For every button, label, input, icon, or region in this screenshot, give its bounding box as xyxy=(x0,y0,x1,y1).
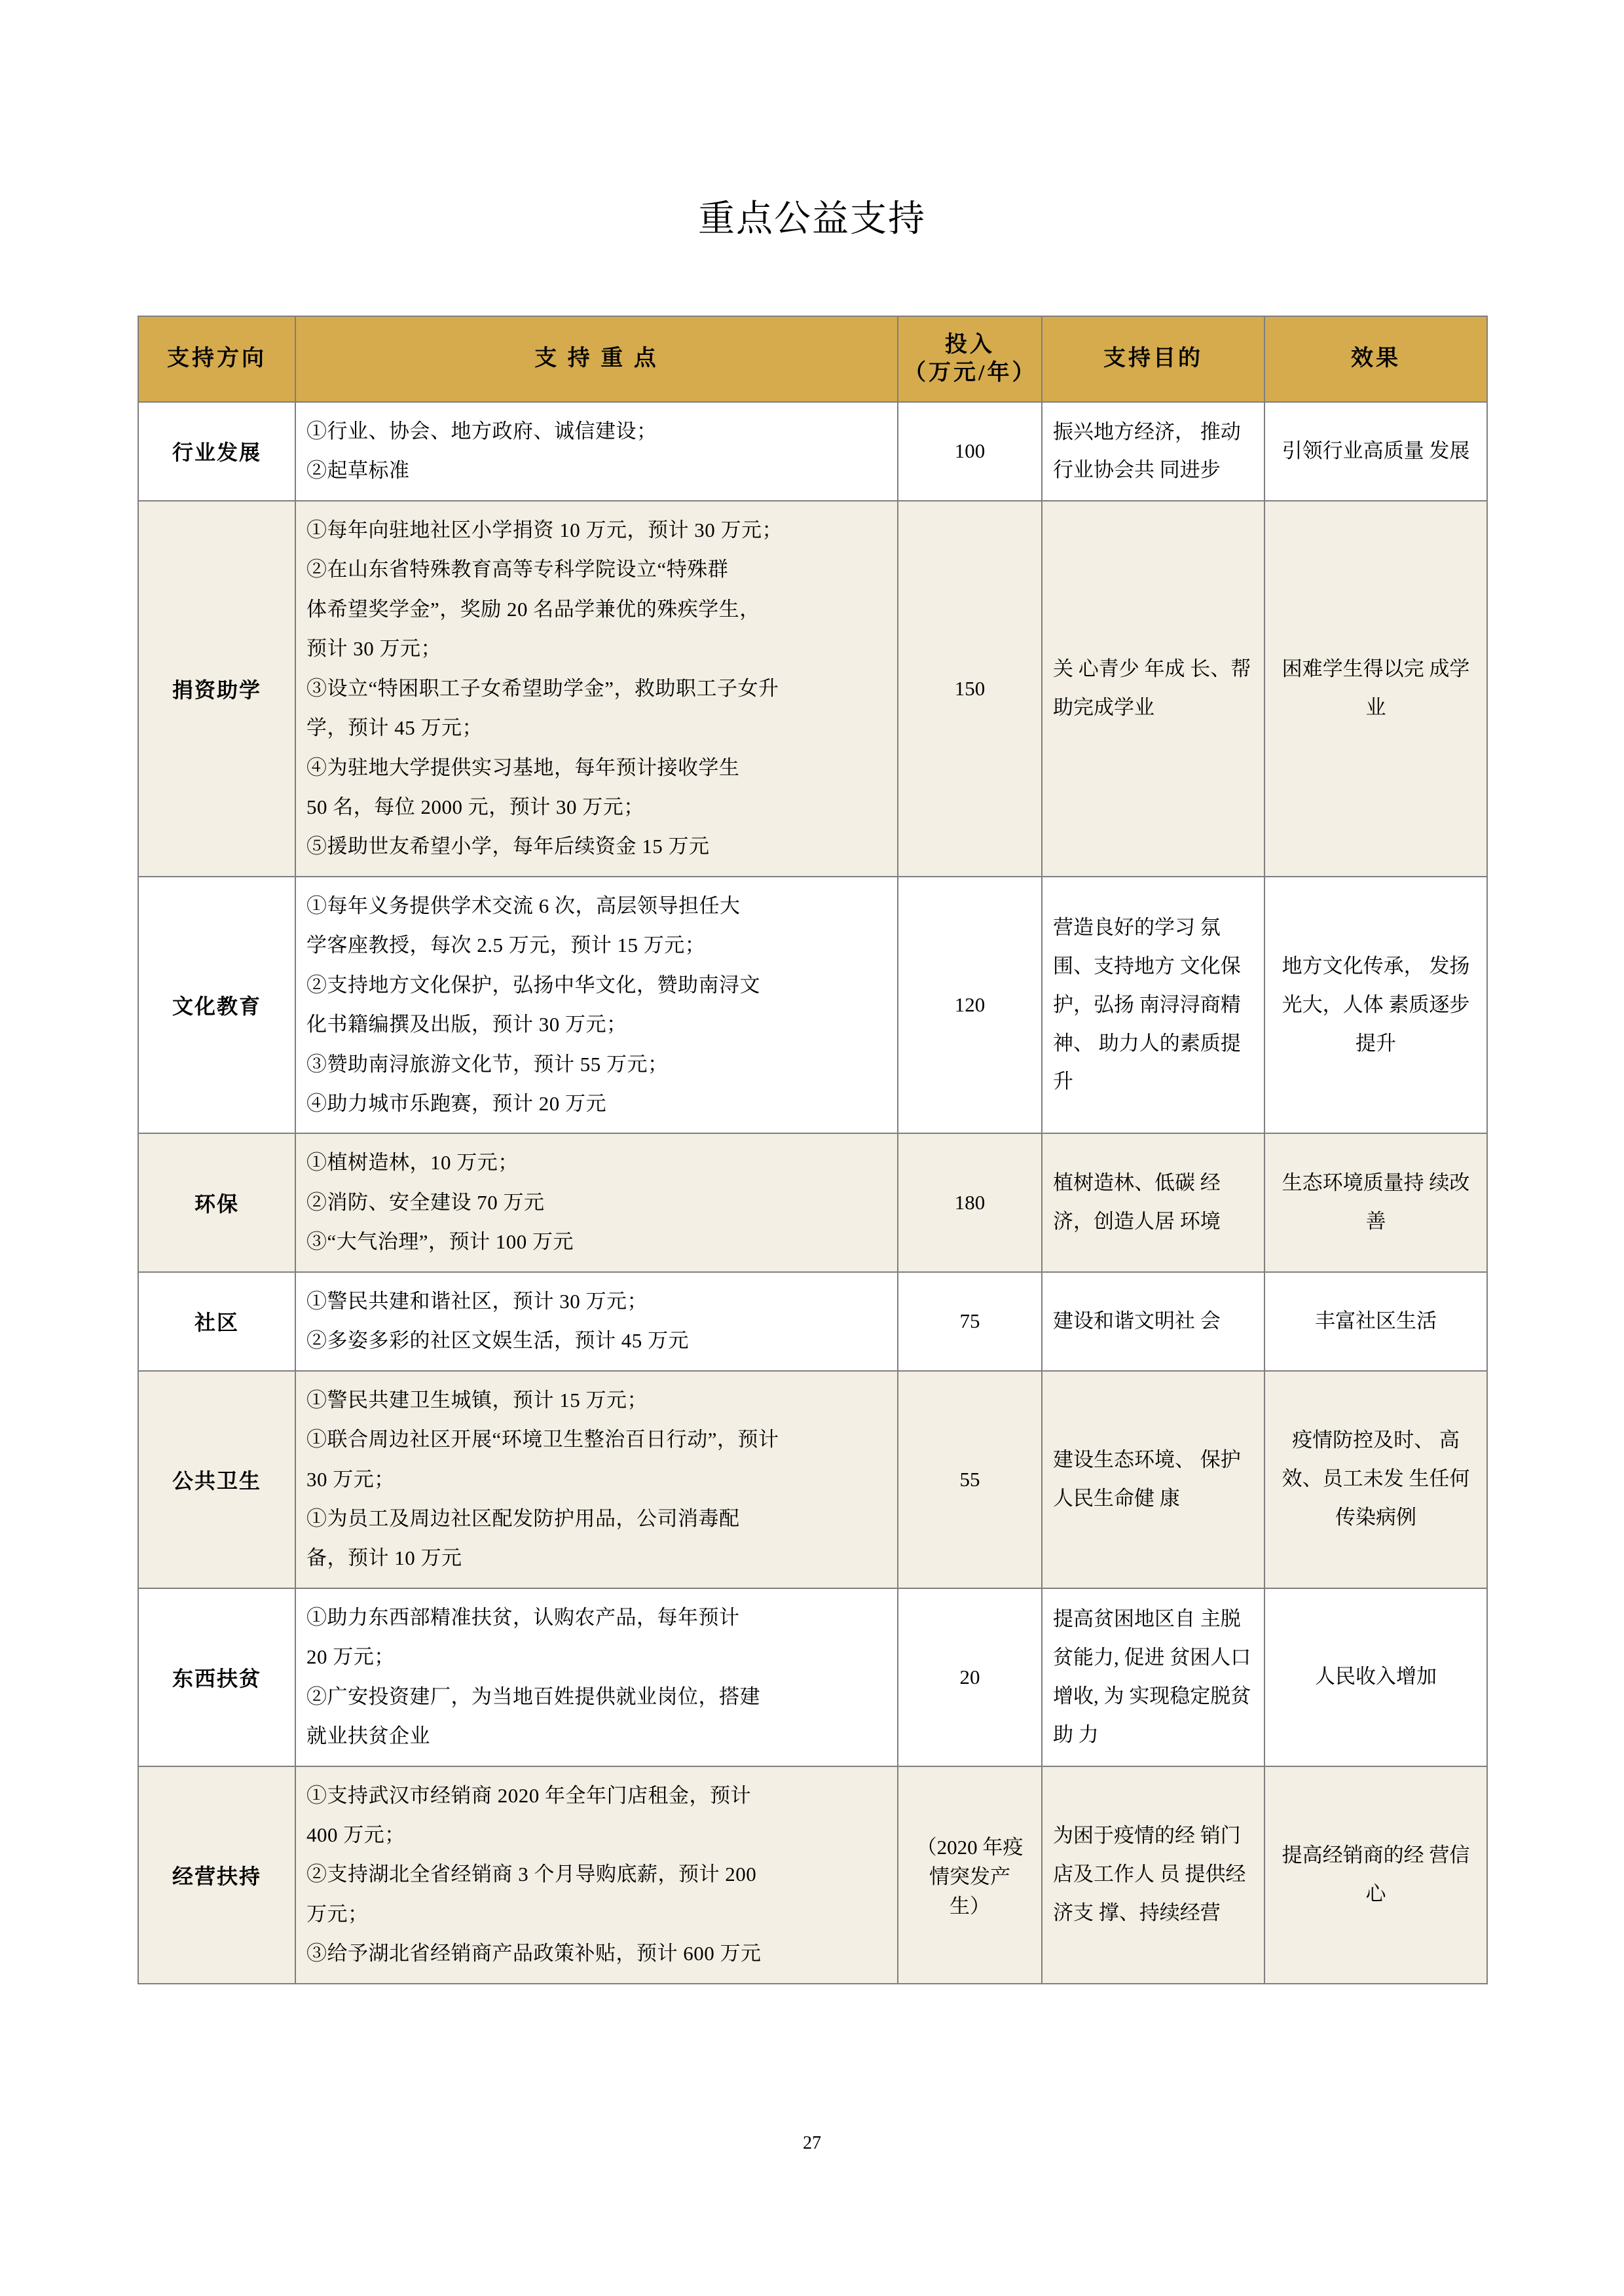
effect-line: 丰富社区生活 xyxy=(1315,1309,1437,1332)
cell-purpose xyxy=(1042,1766,1264,1984)
effect-line: 困难学生得以完 xyxy=(1282,657,1424,680)
focus-line: ②广安投资建厂，为当地百姓提供就业岗位，搭建 xyxy=(306,1685,760,1708)
column-header-purpose: 支持目的 xyxy=(1042,316,1264,402)
cell-effect xyxy=(1264,1371,1487,1588)
cell-direction: 经营扶持 xyxy=(138,1766,295,1984)
effect-line: 营信心 xyxy=(1365,1843,1470,1905)
purpose-line: 长、帮助完成学业 xyxy=(1053,657,1251,719)
purpose-line: 同进步 xyxy=(1159,458,1221,482)
focus-line: ③赞助南浔旅游文化节，预计 55 万元； xyxy=(306,1052,669,1076)
cell-effect xyxy=(1264,1588,1487,1766)
cell-effect xyxy=(1264,1766,1487,1984)
focus-line: ①为员工及周边社区配发防护用品，公司消毒配 xyxy=(306,1506,740,1530)
cell-direction: 公共卫生 xyxy=(138,1371,295,1588)
effect-line: 续改善 xyxy=(1365,1171,1470,1233)
table-row xyxy=(138,1133,1487,1271)
table-row xyxy=(138,402,1487,501)
column-header-effect: 效果 xyxy=(1264,316,1487,402)
purpose-line: 营造良好的学习 xyxy=(1053,915,1195,939)
focus-line: 学客座教授，每次 2.5 万元，预计 15 万元； xyxy=(306,934,706,957)
focus-line: ②消防、安全建设 70 万元 xyxy=(306,1190,545,1214)
purpose-line: 文化保护，弘扬 xyxy=(1053,954,1241,1016)
cell-purpose xyxy=(1042,501,1264,877)
focus-line: ①每年义务提供学术交流 6 次，高层领导担任大 xyxy=(306,894,741,917)
cell-amount: 180 xyxy=(898,1133,1042,1271)
effect-line: 引领行业高质量 xyxy=(1282,439,1424,462)
purpose-line: 撑、持续经营 xyxy=(1098,1901,1221,1925)
cell-focus xyxy=(295,1588,898,1766)
table-body xyxy=(138,402,1487,1984)
purpose-line: 员 提供经 济支 xyxy=(1053,1863,1246,1925)
effect-line: 提高经销商的经 xyxy=(1282,1843,1424,1867)
cell-purpose xyxy=(1042,1133,1264,1271)
focus-line: ④助力城市乐跑赛，预计 20 万元 xyxy=(306,1092,606,1115)
public-welfare-table xyxy=(138,316,1488,1984)
cell-amount: 20 xyxy=(898,1588,1042,1766)
cell-direction: 行业发展 xyxy=(138,402,295,501)
focus-line: 备，预计 10 万元 xyxy=(306,1546,462,1570)
cell-purpose xyxy=(1042,1588,1264,1766)
focus-line: ②支持湖北全省经销商 3 个月导购底薪，预计 200 xyxy=(306,1863,757,1886)
purpose-line: 销门店及工作人 xyxy=(1053,1824,1241,1886)
purpose-line: 会 xyxy=(1200,1309,1221,1332)
cell-direction: 东西扶贫 xyxy=(138,1588,295,1766)
cell-focus xyxy=(295,1272,898,1371)
cell-direction: 社区 xyxy=(138,1272,295,1371)
purpose-line: 提高贫困地区自 xyxy=(1053,1607,1195,1630)
effect-line: 素质逐步提升 xyxy=(1356,993,1470,1055)
effect-line: 成学业 xyxy=(1365,657,1470,719)
purpose-line: 保护人民生命健 xyxy=(1053,1448,1241,1510)
purpose-line: 助力人的素质提 xyxy=(1098,1031,1241,1055)
cell-amount: 120 xyxy=(898,877,1042,1134)
focus-line: ②支持地方文化保护，弘扬中华文化，赞助南浔文 xyxy=(306,973,760,996)
table-row xyxy=(138,1588,1487,1766)
page-number: 27 xyxy=(803,2133,821,2153)
cell-direction: 文化教育 xyxy=(138,877,295,1134)
column-header-investment-line1: 投入 xyxy=(945,333,995,357)
cell-effect xyxy=(1264,1272,1487,1371)
purpose-line: 经济，创造人居 xyxy=(1053,1171,1221,1233)
page-title: 重点公益支持 xyxy=(698,199,926,240)
cell-focus xyxy=(295,877,898,1134)
focus-line: 50 名，每位 2000 元，预计 30 万元； xyxy=(306,795,644,818)
focus-line: ①支持武汉市经销商 2020 年全年门店租金，预计 xyxy=(306,1783,751,1807)
purpose-line: 环境 xyxy=(1179,1210,1221,1233)
purpose-line: 主脱贫能力, 促进 xyxy=(1053,1607,1241,1669)
focus-line: 体希望奖学金”，奖励 20 名品学兼优的殊疾学生， xyxy=(306,597,760,621)
table-row xyxy=(138,877,1487,1134)
cell-purpose xyxy=(1042,1371,1264,1588)
cell-purpose xyxy=(1042,877,1264,1134)
purpose-line: 关 心青少 年成 xyxy=(1053,657,1185,680)
cell-effect xyxy=(1264,402,1487,501)
cell-purpose xyxy=(1042,1272,1264,1371)
effect-line: 生任何传染病例 xyxy=(1335,1467,1470,1529)
effect-line: 地方文化传承， xyxy=(1282,954,1424,977)
table-row xyxy=(138,1272,1487,1371)
focus-line: 学，预计 45 万元； xyxy=(306,716,483,740)
cell-direction: 环保 xyxy=(138,1133,295,1271)
focus-line: ②多姿多彩的社区文娱生活，预计 45 万元 xyxy=(306,1329,689,1353)
purpose-line: 力 xyxy=(1078,1722,1099,1746)
effect-line: 人民收入增加 xyxy=(1315,1665,1437,1688)
table-row xyxy=(138,501,1487,877)
cell-focus xyxy=(295,1371,898,1588)
purpose-line: 升 xyxy=(1053,1070,1073,1093)
focus-line: 30 万元； xyxy=(306,1467,395,1491)
effect-line: 高效、员工未发 xyxy=(1282,1429,1460,1491)
focus-line: 化书籍编撰及出版，预计 30 万元； xyxy=(306,1013,627,1036)
column-header-investment-line2: （万元/年） xyxy=(904,360,1037,385)
purpose-line: 康 xyxy=(1159,1486,1180,1510)
focus-line: 20 万元； xyxy=(306,1645,395,1669)
cell-effect xyxy=(1264,877,1487,1134)
cell-amount: 75 xyxy=(898,1272,1042,1371)
focus-line: 400 万元； xyxy=(306,1823,405,1846)
purpose-line: 建设生态环境、 xyxy=(1053,1448,1195,1471)
cell-focus xyxy=(295,1133,898,1271)
table-row xyxy=(138,1371,1487,1588)
table-header xyxy=(138,316,1487,402)
purpose-line: 氛围、支持地方 xyxy=(1053,915,1221,977)
table-row xyxy=(138,1766,1487,1984)
effect-line: 生态环境质量持 xyxy=(1282,1171,1424,1195)
focus-line: 预计 30 万元； xyxy=(306,637,441,661)
focus-line: ①每年向驻地社区小学捐资 10 万元，预计 30 万元； xyxy=(306,518,783,541)
focus-line: ①助力东西部精准扶贫，认购农产品，每年预计 xyxy=(306,1605,740,1629)
table-header-row xyxy=(138,316,1487,402)
purpose-line: 为困于疫情的经 xyxy=(1053,1824,1195,1848)
purpose-line: 贫困人口增收, 为 xyxy=(1053,1645,1251,1707)
effect-line: 发扬光大，人体 xyxy=(1282,954,1470,1016)
focus-line: ①警民共建和谐社区，预计 30 万元； xyxy=(306,1289,648,1313)
amount-line: 生） xyxy=(950,1895,990,1918)
public-welfare-table-wrapper xyxy=(138,316,1486,1984)
purpose-line: 振兴地方经济， xyxy=(1053,420,1195,443)
purpose-line: 建设和谐文明社 xyxy=(1053,1309,1195,1332)
cell-amount: 100 xyxy=(898,402,1042,501)
focus-line: ③给予湖北省经销商产品政策补贴，预计 600 万元 xyxy=(306,1942,762,1965)
column-header-direction: 支持方向 xyxy=(138,316,295,402)
cell-direction: 捐资助学 xyxy=(138,501,295,877)
column-header-investment xyxy=(898,316,1042,402)
focus-line: ②起草标准 xyxy=(306,459,410,483)
amount-line: 情突发产 xyxy=(929,1865,1010,1889)
focus-line: ①植树造林，10 万元； xyxy=(306,1151,519,1175)
cell-purpose xyxy=(1042,402,1264,501)
cell-focus xyxy=(295,501,898,877)
focus-line: ③“大气治理”，预计 100 万元 xyxy=(306,1230,574,1254)
focus-line: ③设立“特困职工子女希望助学金”，救助职工子女升 xyxy=(306,676,779,700)
focus-line: 就业扶贫企业 xyxy=(306,1724,430,1748)
cell-effect xyxy=(1264,1133,1487,1271)
purpose-line: 实现稳定脱贫助 xyxy=(1053,1684,1251,1746)
cell-amount xyxy=(898,1766,1042,1984)
cell-focus xyxy=(295,1766,898,1984)
amount-line: （2020 年疫 xyxy=(916,1836,1024,1859)
cell-amount: 55 xyxy=(898,1371,1042,1588)
effect-line: 疫情防控及时、 xyxy=(1292,1429,1435,1452)
focus-line: ①警民共建卫生城镇，预计 15 万元； xyxy=(306,1388,648,1412)
purpose-line: 南浔浔商精神、 xyxy=(1053,993,1241,1055)
purpose-line: 植树造林、低碳 xyxy=(1053,1171,1195,1195)
focus-line: ①联合周边社区开展“环境卫生整治百日行动”，预计 xyxy=(306,1428,779,1451)
purpose-line: 推动行业协会共 xyxy=(1053,420,1241,482)
cell-effect xyxy=(1264,501,1487,877)
focus-line: ①行业、协会、地方政府、诚信建设； xyxy=(306,420,657,443)
cell-focus xyxy=(295,402,898,501)
focus-line: ⑤援助世友希望小学，每年后续资金 15 万元 xyxy=(306,835,710,858)
focus-line: ④为驻地大学提供实习基地，每年预计接收学生 xyxy=(306,756,740,779)
cell-amount: 150 xyxy=(898,501,1042,877)
focus-line: 万元； xyxy=(306,1902,369,1925)
column-header-focus: 支 持 重 点 xyxy=(295,316,898,402)
focus-line: ②在山东省特殊教育高等专科学院设立“特殊群 xyxy=(306,558,729,581)
effect-line: 发展 xyxy=(1429,439,1470,462)
